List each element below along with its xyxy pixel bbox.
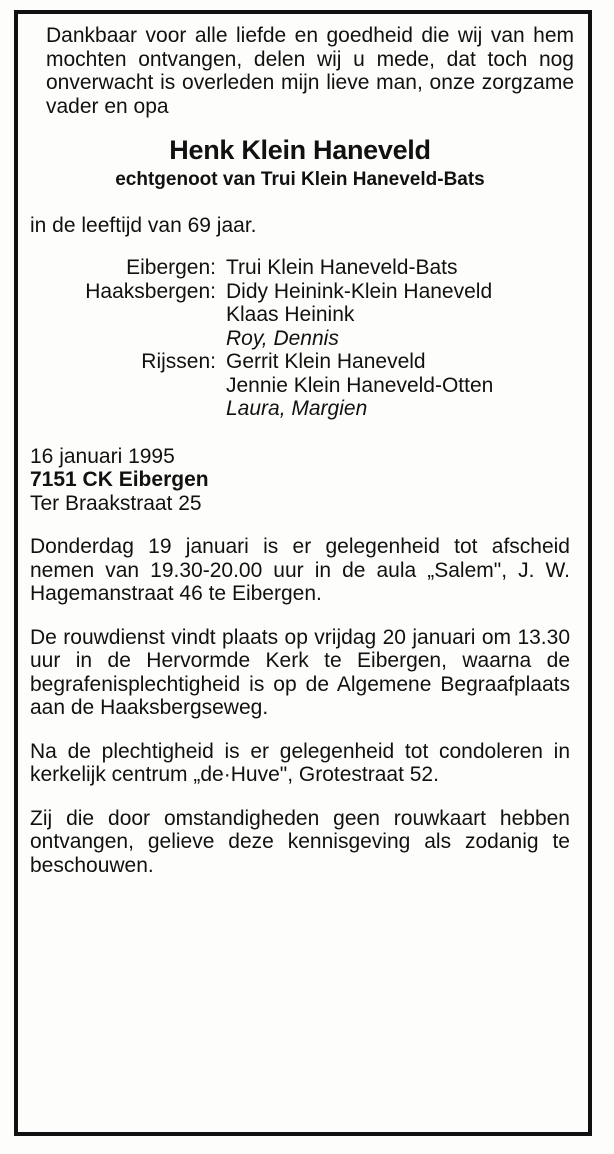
family-place [30, 374, 216, 398]
family-grandchildren: Roy, Dennis [226, 326, 339, 350]
family-place [30, 397, 216, 421]
family-place [30, 327, 216, 351]
family-place [30, 303, 216, 327]
family-member: Trui Klein Haneveld-Bats [226, 256, 458, 279]
deceased-name: Henk Klein Haneveld [169, 135, 431, 165]
family-place: Haaksbergen: [85, 279, 216, 303]
family-grandchildren: Laura, Margien [226, 397, 368, 420]
family-list [30, 256, 570, 421]
family-place: Eibergen: [126, 256, 216, 279]
address-block [30, 445, 570, 516]
family-member: Didy Heinink-Klein Haneveld [226, 279, 493, 303]
family-member: Klaas Heinink [226, 303, 355, 326]
service-paragraph: De rouwdienst vindt plaats op vrijdag 20 januari om 13.30 uur in de Hervormde Kerk te Eibergen, waarna de begrafenisplechtigheid is op de Algemene Begraafplaats aan de Haaksbergseweg. [30, 625, 570, 719]
family-member: Gerrit Klein Haneveld [226, 350, 426, 373]
death-notice [30, 24, 574, 877]
notice-date: 16 januari 1995 [30, 444, 175, 468]
age-line: in de leeftijd van 69 jaar. [30, 214, 257, 237]
street-address: Ter Braakstraat 25 [30, 491, 202, 515]
closing-paragraph: Zij die door omstandigheden geen rouwkaart hebben ontvangen, gelieve deze kennisgeving als zodanig te beschouwen. [30, 806, 570, 877]
spouse-line: echtgenoot van Trui Klein Haneveld-Bats [115, 169, 485, 190]
intro-text: Dankbaar voor alle liefde en goedheid die wij van hem mochten ontvangen, delen wij u mede, dat toch nog onverwacht is overleden mijn lieve man, onze zorgzame vader en opa [46, 24, 574, 118]
family-member: Jennie Klein Haneveld-Otten [226, 373, 494, 397]
viewing-paragraph: Donderdag 19 januari is er gelegenheid tot afscheid nemen van 19.30-20.00 uur in de aula „Salem", J. W. Hagemanstraat 46 te Eibergen. [30, 535, 570, 605]
postal-code-city: 7151 CK Eibergen [30, 468, 209, 491]
family-place: Rijssen: [141, 350, 216, 373]
condolence-paragraph: Na de plechtigheid is er gelegenheid tot condoleren in kerkelijk centrum „de·Huve", Grotestraat 52. [30, 739, 570, 786]
